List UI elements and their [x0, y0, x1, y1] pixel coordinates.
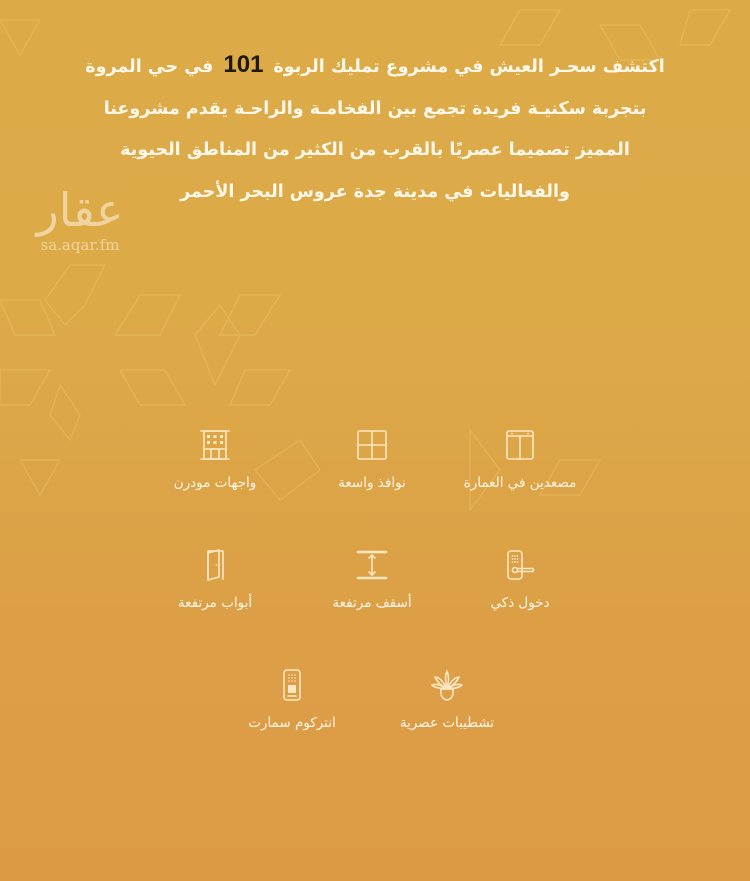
- intro-line-2: بتجربة سكنيـة فريدة تجمع بين الفخامـة والراحـة يقدم مشروعنا: [103, 98, 647, 119]
- feature-elevators: [440, 428, 600, 492]
- aqar-logo-text: عقار: [36, 183, 124, 237]
- feature-smart-intercom: [212, 668, 372, 732]
- ceiling-height-icon: [355, 548, 389, 582]
- feature-high-ceilings: [292, 548, 452, 612]
- project-number: 101: [223, 51, 264, 78]
- feature-wide-windows: [292, 428, 452, 492]
- feature-high-doors: [135, 548, 295, 612]
- smart-lock-icon: [503, 548, 537, 582]
- feature-smart-entry: [440, 548, 600, 612]
- feature-label: مصعدين في العمارة: [463, 475, 577, 491]
- intro-line-4: والفعاليات في مدينة جدة عروس البحر الأحمر: [180, 181, 570, 202]
- feature-label: أسقف مرتفعة: [332, 595, 412, 611]
- feature-label: دخول ذكي: [490, 595, 550, 611]
- window-icon: [355, 428, 389, 462]
- feature-modern-finishes: [367, 668, 527, 732]
- aqar-logo-url: sa.aqar.fm: [40, 236, 120, 254]
- intercom-icon: [275, 668, 309, 702]
- feature-label: واجهات مودرن: [173, 475, 257, 491]
- feature-modern-facades: [135, 428, 295, 492]
- plant-pot-icon: [430, 668, 464, 702]
- intro-line-3: المميز تصميما عصريًا بالقرب من الكثير من المناطق الحيوية: [120, 140, 630, 160]
- door-icon: [198, 548, 232, 582]
- elevator-icon: [503, 428, 537, 462]
- feature-label: تشطيبات عصرية: [399, 715, 495, 731]
- intro-line-1-start: اكتشف سحـر العيش في مشروع تمليك الربوة: [273, 57, 665, 77]
- building-facade-icon: [198, 428, 232, 462]
- feature-label: نوافذ واسعة: [338, 475, 406, 491]
- intro-line-1-end: في حي المروة: [85, 57, 214, 77]
- feature-label: انتركوم سمارت: [248, 715, 336, 731]
- feature-label: أبواب مرتفعة: [177, 595, 253, 611]
